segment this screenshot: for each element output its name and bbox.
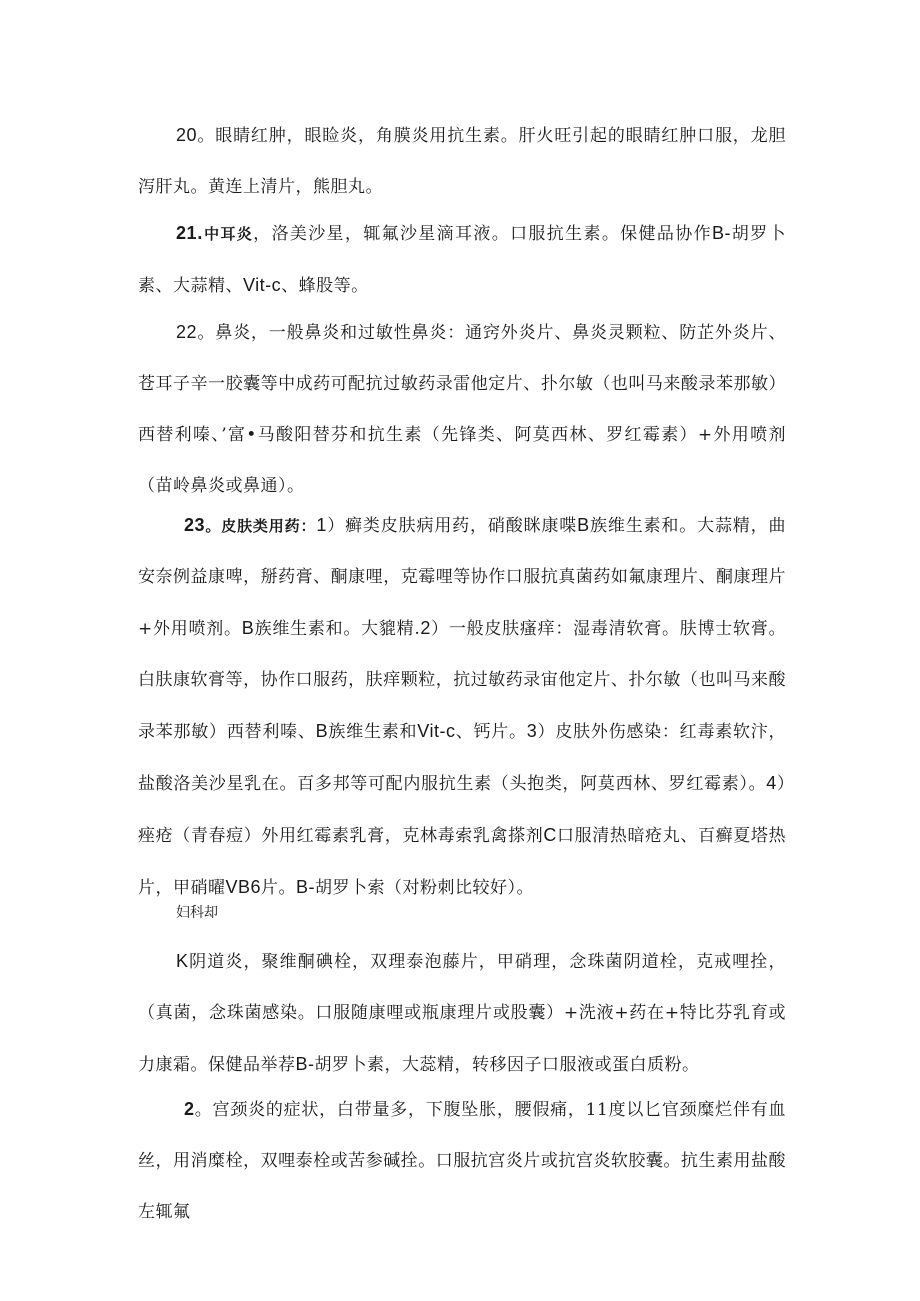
latin-term: B (315, 721, 329, 741)
item-number: 22 (176, 322, 198, 342)
paragraph-21 (138, 208, 786, 312)
latin-term: Vit-c (243, 275, 282, 295)
paragraph-22 (138, 307, 786, 512)
paragraph-text: 、钙片。 (455, 722, 527, 742)
latin-term: B (241, 618, 255, 638)
paragraph-text: 族维生素和 (328, 722, 418, 742)
item-number: 23 (184, 515, 206, 535)
paragraph-text: 族维生素和。大貔精. (254, 619, 421, 639)
paragraph-text: 片。 (261, 878, 297, 898)
paragraph-text: 。宫颈炎的症状，白带量多，下腹坠胀，腰假痛，11度以匕官颈糜烂伴有血丝，用消糜栓，双哩泰栓或苦参碱拴。口服抗宫炎片或抗宫炎软胶囊。抗生素用盐酸左辄氟 (138, 1100, 786, 1222)
latin-term: B (577, 515, 590, 535)
item-label: .中耳炎 (197, 225, 254, 243)
item-number: 20 (176, 125, 198, 145)
paragraph-vaginitis (138, 936, 786, 1091)
paragraph-text: ）皮肤外伤感染：红毒素软汴，盐酸洛美沙星乳在。百多邦等可配内服抗生素（头抱类，阿莫西林、罗红霉素）。 (138, 722, 787, 794)
paragraph-text: ）痤疮（青春痘）外用红霉素乳膏，克林毒索乳禽搽剂 (138, 774, 787, 846)
latin-term: VB6 (225, 877, 262, 897)
latin-term: B- (295, 1054, 315, 1074)
item-label: 。皮肤类用药： (205, 517, 317, 535)
sub-number: 4 (766, 773, 777, 793)
latin-term: Vit-c (417, 721, 456, 741)
paragraph-text: 、蜂股等。 (281, 276, 369, 296)
latin-term: B- (711, 223, 731, 243)
paragraph-20 (138, 110, 786, 213)
paragraph-text: 胡罗卜素、大蒜精、 (138, 224, 787, 296)
item-number: 2 (184, 1099, 195, 1119)
paragraph-text: 胡罗卜索（对粉刺比较好）。 (315, 878, 535, 898)
paragraph-text: 。鼻炎，一般鼻炎和过敏性鼻炎：通窍外炎片、鼻炎灵颗粒、防芷外炎片、苍耳子辛一胶囊等中成药可配抗过敏药录雷他定片、扑尔敏（也叫马来酸录苯那敏）西替利嗪、’富•马酸阳替芬和抗生素（先锋类、阿莫西林、罗红霉素）+外用喷剂（苗岭鼻炎或鼻通）。 (138, 323, 786, 496)
paragraph-23 (138, 500, 786, 914)
paragraph-text: 口服清热暗疮丸、百癣夏塔热片，甲硝曜 (138, 826, 786, 898)
paragraph-text: 。眼睛红肿，眼睑炎，角膜炎用抗生素。肝火旺引起的眼睛红肿口服，龙胆泻肝丸。黄连上清片，熊胆丸。 (138, 126, 786, 197)
sub-number: 2 (420, 618, 431, 638)
paragraph-2 (138, 1084, 786, 1238)
paragraph-text: ）癣类皮肤病用药，硝酸眯康喋 (326, 516, 578, 536)
paragraph-text: 胡罗卜素，大蕊精，转移因子口服液或蛋白质粉。 (314, 1055, 700, 1075)
item-number: 21 (176, 223, 198, 243)
latin-term: B- (296, 877, 316, 897)
paragraph-text: ，洛美沙星，辄氟沙星滴耳液。口服抗生素。保健品协作 (253, 224, 712, 244)
sub-number: 1 (316, 515, 327, 535)
item-marker: K (176, 951, 189, 971)
paragraph-text: 阴道炎，聚维酮碘栓，双理泰泡藤片，甲硝理，念珠菌阴道栓，克戒哩拴，（真菌，念珠菌感染。口服随康哩或瓶康理片或股囊）+洗液+药在+特比芬乳育或力康霜。保健品举荐 (138, 952, 786, 1075)
paragraph-text: ）一般皮肤瘙痒：湿毒清软膏。肤博士软膏。白肤康软膏等，协作口服药，肤痒颗粒，抗过敏药录宙他定片、扑尔敏（也叫马来酸录苯那敏）西替利嗪、 (138, 619, 787, 742)
paragraph-text: 族维生素和。大蒜精，曲安奈例益康啤，掰药膏、酮康哩，克霉哩等协作口服抗真菌药如氟康理片、酮康理片+外用喷剂。 (138, 516, 786, 639)
section-heading: 妇科却 (176, 905, 218, 921)
sub-number: 3 (526, 721, 538, 741)
latin-term: C (543, 825, 557, 845)
